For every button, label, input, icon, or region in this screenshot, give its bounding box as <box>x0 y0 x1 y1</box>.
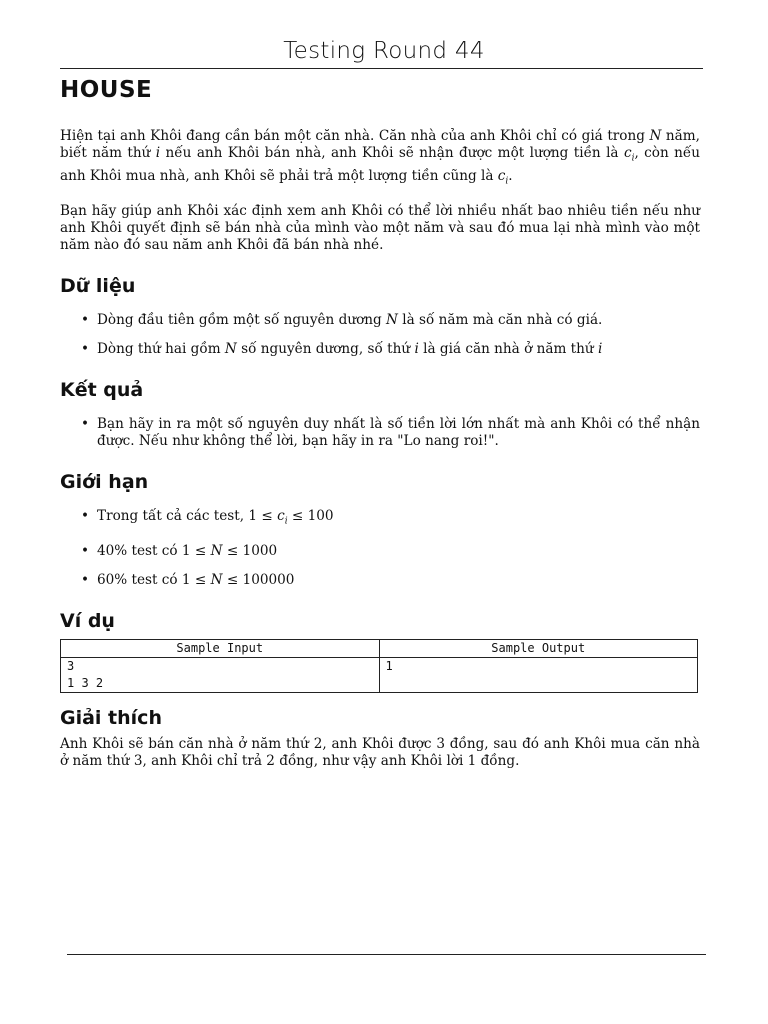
sample-output-header: Sample Output <box>379 640 698 658</box>
list-item <box>60 312 700 329</box>
section-heading-output: Kết quả <box>60 379 144 402</box>
math-var: c <box>623 145 632 161</box>
math-var: i <box>597 341 603 358</box>
section-heading-explanation: Giải thích <box>60 707 162 730</box>
list-item <box>60 572 700 589</box>
problem-content <box>60 76 700 770</box>
bullet: • <box>81 543 90 560</box>
sample-input-header: Sample Input <box>61 640 380 658</box>
output-list <box>60 416 700 450</box>
sample-output-cell <box>379 658 698 693</box>
statement-text: , còn nếu anh Khôi mua nhà, anh Khôi sẽ phải trả một lượng tiền cũng là <box>60 145 700 184</box>
sample-output-text: 1 <box>385 659 393 674</box>
item-text: là giá căn nhà ở năm thứ <box>418 341 598 358</box>
list-item <box>60 341 700 358</box>
math-var: c <box>497 167 506 184</box>
item-text: số nguyên dương, số thứ <box>236 341 415 358</box>
math-var: N <box>386 312 398 329</box>
statement-text: năm, biết năm thứ <box>60 128 700 161</box>
sample-table <box>60 639 698 693</box>
math-var: N <box>210 543 223 560</box>
limits-list <box>60 508 700 589</box>
statement-paragraph-2: Bạn hãy giúp anh Khôi xác định xem anh Khôi có thể lời nhiều nhất bao nhiêu tiền nếu như anh Khôi quyết định sẽ bán nhà của mình vào một năm và sau đó mua lại nhà mình vào một năm nào đó sau năm anh Khôi đã bán nhà nhé. <box>60 203 700 254</box>
bullet: • <box>81 341 90 358</box>
math-subscript: i <box>631 153 635 164</box>
item-text: Bạn hãy in ra một số nguyên duy nhất là số tiền lời lớn nhất mà anh Khôi có thể nhận được. Nếu như không thể lời, bạn hãy in ra "Lo nang roi!". <box>97 416 700 450</box>
math-var: i <box>155 145 161 161</box>
section-heading-input: Dữ liệu <box>60 275 136 298</box>
math-var: N <box>210 572 223 589</box>
bullet: • <box>81 312 90 329</box>
item-text: ≤ 100000 <box>222 572 295 589</box>
table-row <box>61 658 698 693</box>
statement-paragraph-1 <box>60 128 700 190</box>
section-heading-limits: Giới hạn <box>60 471 149 494</box>
list-item <box>60 543 700 560</box>
math-subscript: i <box>505 176 509 187</box>
statement-text: Hiện tại anh Khôi đang cần bán một căn nhà. Căn nhà của anh Khôi chỉ có giá trong <box>60 128 650 144</box>
item-text: Trong tất cả các test, 1 ≤ <box>97 508 278 525</box>
sample-input-cell <box>61 658 380 693</box>
statement-text: . <box>508 167 513 184</box>
item-text: Dòng thứ hai gồm <box>97 341 225 358</box>
bullet: • <box>81 572 90 589</box>
item-text: 40% test có 1 ≤ <box>97 543 211 560</box>
contest-title: Testing Round 44 <box>283 38 485 64</box>
math-var: N <box>649 128 662 144</box>
item-text: là số năm mà căn nhà có giá. <box>397 312 603 329</box>
bullet: • <box>81 508 90 525</box>
explanation-paragraph: Anh Khôi sẽ bán căn nhà ở năm thứ 2, anh Khôi được 3 đồng, sau đó anh Khôi mua căn nhà ở năm thứ 3, anh Khôi chỉ trả 2 đồng, như vậy anh Khôi lời 1 đồng. <box>60 736 700 770</box>
table-header-row <box>61 640 698 658</box>
sample-input-text: 3 1 3 2 <box>67 659 104 691</box>
footer-divider <box>67 954 706 955</box>
list-item <box>60 416 700 450</box>
item-text: 60% test có 1 ≤ <box>97 572 211 589</box>
input-list <box>60 312 700 358</box>
list-item <box>60 508 700 531</box>
header-divider <box>60 68 703 69</box>
item-text: ≤ 1000 <box>222 543 278 560</box>
bullet: • <box>81 416 90 433</box>
problem-title: HOUSE <box>60 77 153 103</box>
item-text: ≤ 100 <box>287 508 334 525</box>
math-var: i <box>414 341 419 358</box>
math-subscript: i <box>284 517 288 528</box>
math-var: N <box>224 341 237 358</box>
statement-text: nếu anh Khôi bán nhà, anh Khôi sẽ nhận được một lượng tiền là <box>160 145 624 161</box>
section-heading-example: Ví dụ <box>60 610 115 633</box>
item-text: Dòng đầu tiên gồm một số nguyên dương <box>97 312 387 329</box>
math-var: c <box>277 508 285 525</box>
